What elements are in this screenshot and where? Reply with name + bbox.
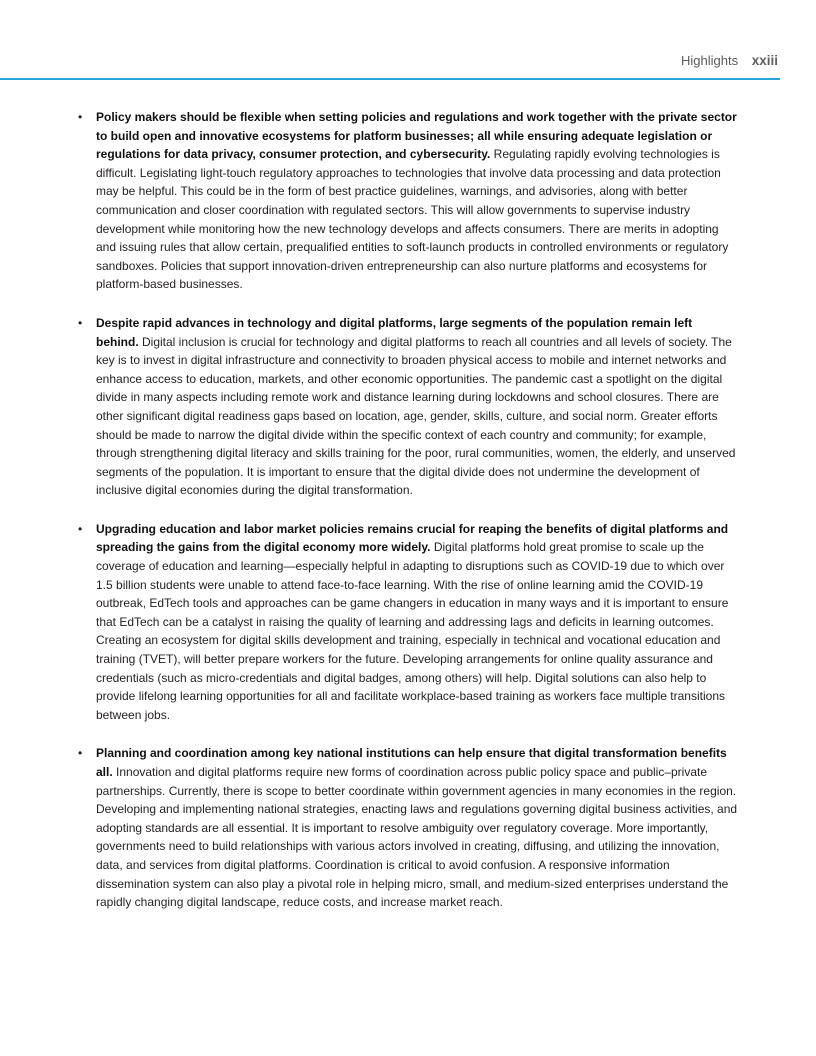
bullet-lead-text: Despite rapid advances in technology and digital platforms, large segments of the population remain left behind. (96, 315, 693, 349)
bullet-icon: • (78, 521, 83, 536)
bullet-body-text: Innovation and digital platforms require new forms of coordination across public policy space and public–private partnerships. Currently, there is scope to better coordinate within government agencies in many economies in the region. Developing and implementing national strategies, enacting laws and regulations governing digital business activities, and adopting standards are all essential. It is important to resolve ambiguity over regulatory coverage. More importantly, governments need to build relationships with various actors involved in creating, diffusing, and utilizing the innovation, data, and services from digital platforms. Coordination is critical to avoid confusion. A responsive information dissemination system can also play a pivotal role in helping micro, small, and medium-sized enterprises understand the rapidly changing digital landscape, reduce costs, and increase market reach. (96, 765, 738, 910)
list-item (78, 520, 738, 725)
bullet-lead-text: Upgrading education and labor market policies remains crucial for reaping the benefits of digital platforms and spreading the gains from the digital economy more widely. (96, 521, 729, 555)
bullet-icon: • (78, 746, 83, 761)
header-divider (0, 78, 780, 80)
page-number: xxiii (751, 53, 778, 68)
section-title: Highlights (681, 53, 739, 68)
highlights-list (78, 108, 738, 932)
running-header (681, 53, 778, 68)
list-item (78, 744, 738, 911)
bullet-body-text: Digital platforms hold great promise to scale up the coverage of education and learning—especially helpful in adapting to disruptions such as COVID-19 due to which over 1.5 billion students were unable to attend face-to-face learning. With the rise of online learning amid the COVID-19 outbreak, EdTech tools and approaches can be game changers in education in many ways and it is important to ensure that EdTech can be a catalyst in raising the quality of learning and addressing lags and deficits in learning outcomes. Creating an ecosystem for digital skills development and training, especially in technical and vocational education and training (TVET), will better prepare workers for the future. Developing arrangements for online quality assurance and credentials (such as micro-credentials and digital badges, among others) will help. Digital solutions can also help to provide lifelong learning opportunities for all and facilitate workplace-based training as workers face multiple transitions between jobs. (96, 540, 729, 722)
bullet-icon: • (78, 110, 83, 124)
bullet-body-text: Digital inclusion is crucial for technology and digital platforms to reach all countries and all levels of society. The key is to invest in digital infrastructure and connectivity to broaden physical access to mobile and internet networks and enhance access to education, markets, and other economic opportunities. The pandemic cast a spotlight on the digital divide in many aspects including remote work and distance learning during lockdowns and school closures. There are other significant digital readiness gaps based on location, age, gender, skills, culture, and social norm. Greater efforts should be made to narrow the digital divide within the specific context of each country and community; for example, through strengthening digital literacy and skills training for the poor, rural communities, women, the elderly, and unserved segments of the population. It is important to ensure that the digital divide does not undermine the development of inclusive digital economies during the digital transformation. (96, 334, 736, 498)
list-item (78, 108, 738, 294)
bullet-body-text: Regulating rapidly evolving technologies is difficult. Legislating light-touch regulatory approaches to technologies that involve data processing and data protection may be helpful. This could be in the form of best practice guidelines, warnings, and advisories, along with better communication and closer coordination with regulated sectors. This will allow governments to supervise industry development while monitoring how the new technology develops and affects consumers. There are merits in adopting and issuing rules that allow certain, prequalified entities to soft-launch products in controlled environments or regulatory sandboxes. Policies that support innovation-driven entrepreneurship can also nurture platforms and ecosystems for platform-based businesses. (96, 147, 729, 292)
list-item (78, 314, 738, 500)
bullet-lead-text: Policy makers should be flexible when setting policies and regulations and work together with the private sector to build open and innovative ecosystems for platform businesses; all while ensuring adequate legislation or regulations for data privacy, consumer protection, and cybersecurity. (96, 110, 737, 162)
bullet-icon: • (78, 315, 83, 330)
bullet-lead-text: Planning and coordination among key national institutions can help ensure that digital transformation benefits all. (96, 746, 727, 779)
